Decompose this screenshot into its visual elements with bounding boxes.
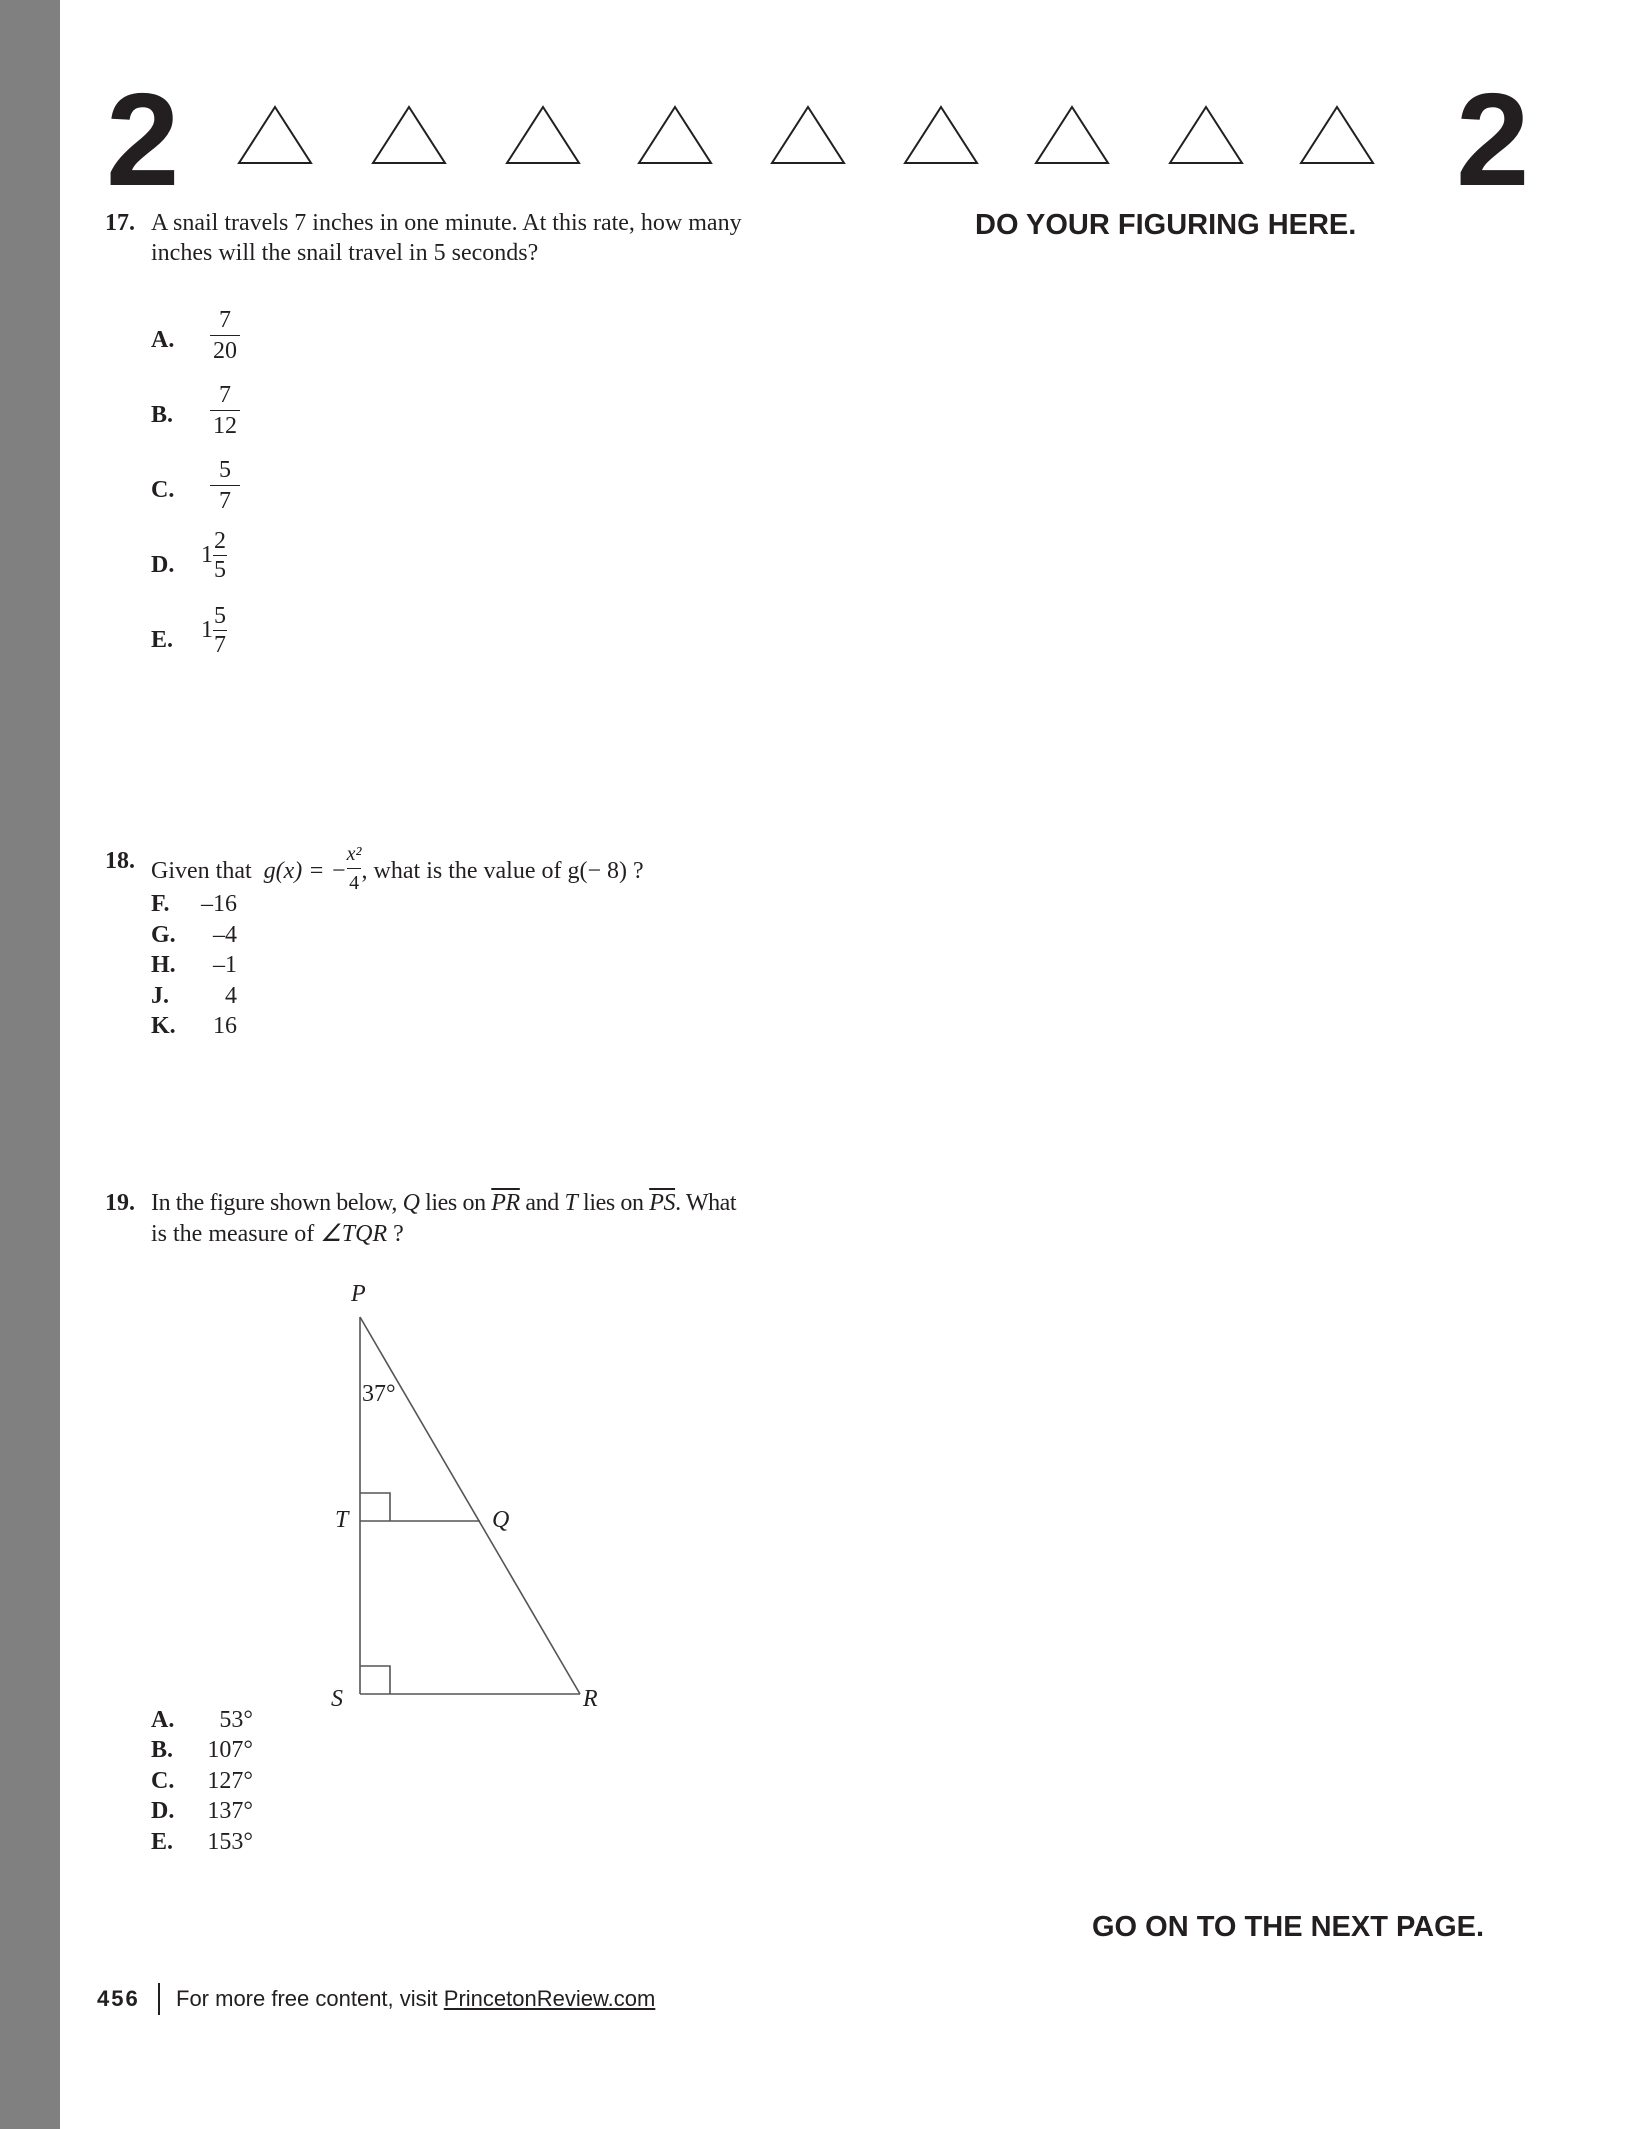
question-18-prefix: Given that [151, 857, 252, 884]
label-q: Q [492, 1507, 510, 1533]
angle-name: ∠TQR [320, 1221, 388, 1247]
princeton-review-link[interactable]: PrincetonReview.com [443, 1986, 656, 2011]
answer-label: C. [151, 477, 175, 503]
answer-value: 107° [207, 1737, 253, 1763]
denominator: 7 [219, 488, 231, 514]
text: T [564, 1190, 578, 1216]
text: is the measure of [151, 1221, 315, 1247]
numerator: 5 [214, 603, 226, 629]
label-r: R [583, 1686, 598, 1712]
fraction-denominator: 4 [349, 872, 360, 894]
question-17-line-1: A snail travels 7 inches in one minute. At this rate, how many [151, 210, 742, 236]
text: In the figure shown below, [151, 1190, 397, 1216]
answer-label: E. [151, 1829, 174, 1855]
answer-value: –4 [213, 922, 237, 948]
numerator: 7 [219, 307, 231, 333]
numerator: 7 [219, 382, 231, 408]
question-number: 17. [105, 210, 135, 236]
angle-label: 37° [362, 1381, 396, 1407]
text: and [525, 1190, 559, 1216]
section-number-right: 2 [1456, 66, 1530, 213]
answer-label: A. [151, 327, 175, 353]
footer-caption: For more free content, visit [176, 1986, 444, 2011]
answer-label: F. [151, 891, 170, 917]
label-s: S [331, 1686, 343, 1712]
segment-pr: $\overline{PR}$ [491, 1190, 520, 1216]
answer-label: A. [151, 1707, 175, 1733]
answer-label: D. [151, 552, 175, 578]
page-number: 456 [97, 1986, 140, 2011]
denominator: 20 [213, 338, 237, 364]
label-p: P [351, 1281, 366, 1307]
next-page-note: GO ON TO THE NEXT PAGE. [1092, 1911, 1485, 1943]
answer-value: 153° [207, 1829, 253, 1855]
denominator: 12 [213, 413, 237, 439]
answer-value: 4 [225, 983, 237, 1009]
denominator: 7 [214, 632, 226, 658]
answer-label: J. [151, 983, 169, 1009]
whole-part: 1 [201, 542, 213, 568]
fraction-numerator: x² [346, 843, 362, 865]
answer-label: B. [151, 1737, 174, 1763]
question-17-line-2: inches will the snail travel in 5 seconds? [151, 240, 539, 266]
text: ? [393, 1221, 404, 1247]
numerator: 5 [219, 457, 231, 483]
text: lies on [583, 1190, 644, 1216]
right-angle-mark-s [360, 1666, 390, 1694]
right-angle-mark-t [360, 1493, 390, 1521]
figuring-note: DO YOUR FIGURING HERE. [975, 209, 1357, 241]
denominator: 5 [214, 557, 226, 583]
answer-label: C. [151, 1768, 175, 1794]
text: lies on [425, 1190, 486, 1216]
answer-label: B. [151, 402, 174, 428]
text: Q [402, 1190, 420, 1216]
answer-value: 16 [213, 1013, 237, 1039]
question-number: 18. [105, 848, 135, 874]
answer-value: –1 [213, 952, 237, 978]
answer-label: H. [151, 952, 176, 978]
footer-divider [158, 1983, 160, 2015]
whole-part: 1 [201, 617, 213, 643]
answer-value: 127° [207, 1768, 253, 1794]
segment-pr-line [360, 1317, 580, 1694]
answer-value: –16 [201, 891, 237, 917]
text: . What [675, 1190, 737, 1216]
answer-label: D. [151, 1798, 175, 1824]
answer-value: 137° [207, 1798, 253, 1824]
answer-label: G. [151, 922, 176, 948]
answer-label: E. [151, 627, 174, 653]
section-number-left: 2 [106, 66, 180, 213]
answer-label: K. [151, 1013, 176, 1039]
question-18-suffix: , what is the value of g(− 8) ? [361, 857, 644, 884]
question-number: 19. [105, 1190, 135, 1216]
segment-ps: $\overline{PS}$ [649, 1190, 676, 1216]
numerator: 2 [214, 528, 226, 554]
answer-value: 53° [219, 1707, 253, 1733]
footer-text [176, 1985, 655, 2013]
function-lhs: g(x) = − [263, 857, 347, 884]
label-t: T [335, 1507, 349, 1533]
